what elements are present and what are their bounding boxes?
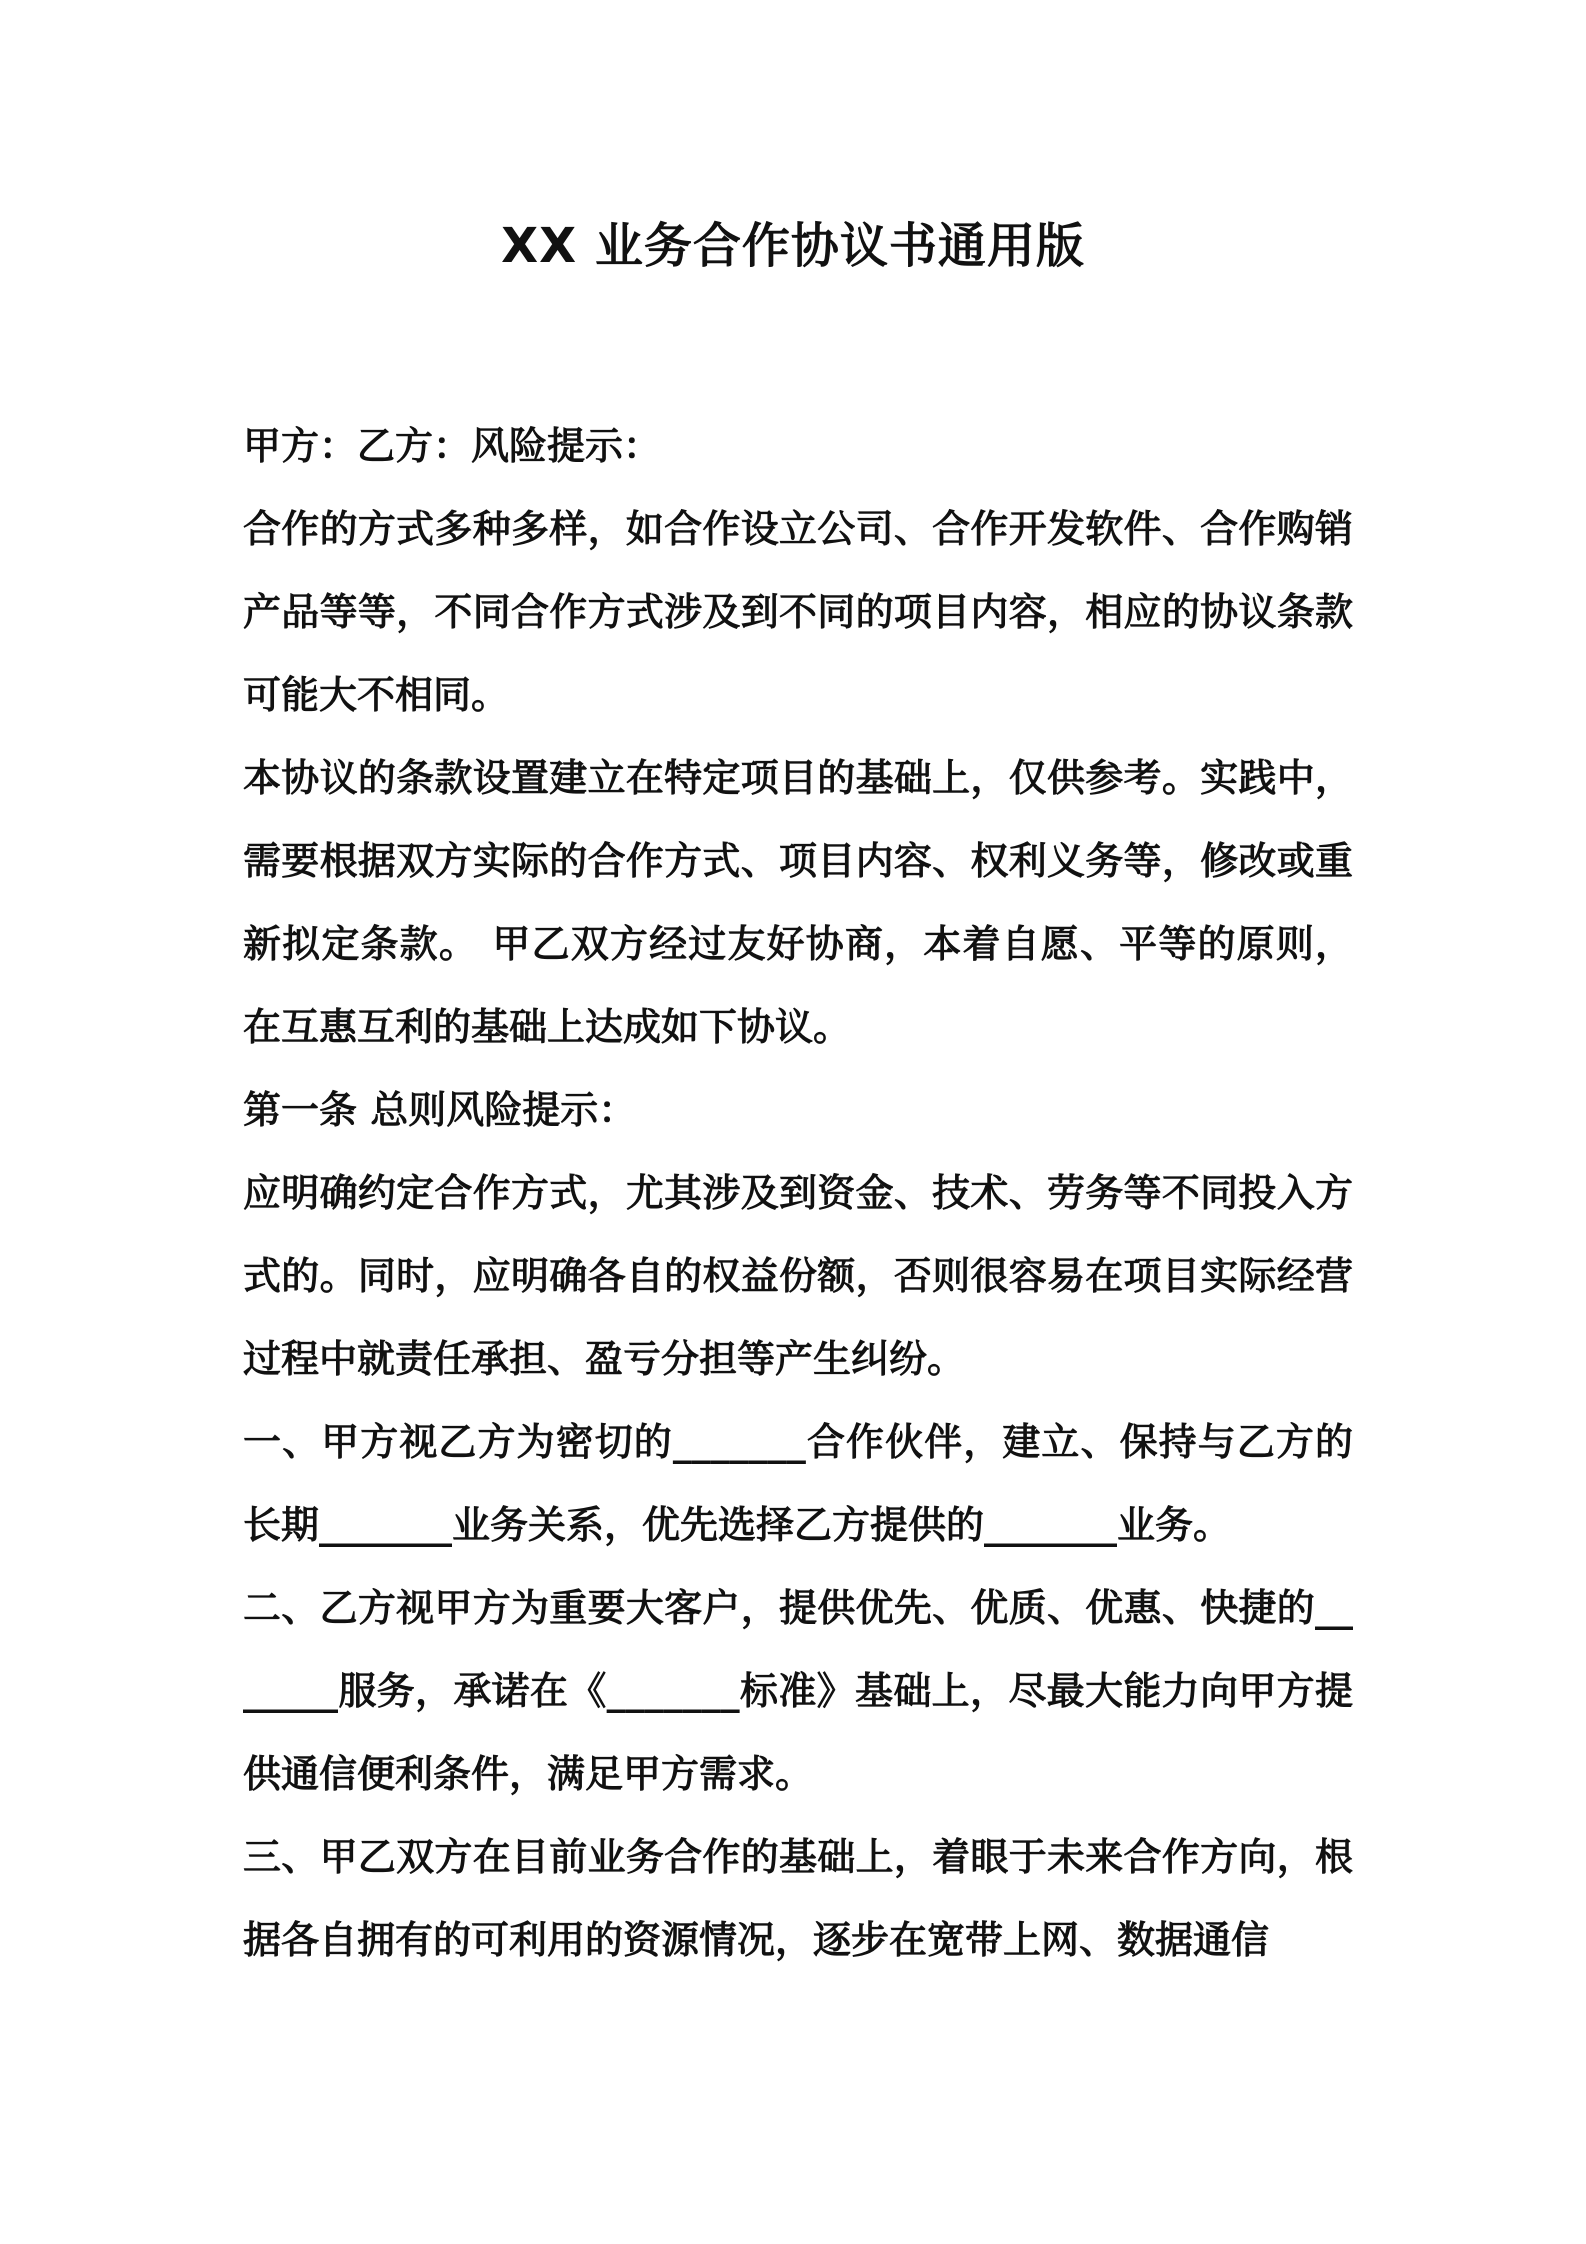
paragraph-clause-three: 三、甲乙双方在目前业务合作的基础上，着眼于未来合作方向，根据各自拥有的可利用的资源情况，逐步在宽带上网、数据通信 (243, 1835, 1353, 1962)
paragraph-clause-one: 一、甲方视乙方为密切的_______合作伙伴，建立、保持与乙方的长期_______业务关系，优先选择乙方提供的_______业务。 (243, 1420, 1353, 1547)
document-title: XX 业务合作协议书通用版 (501, 218, 1085, 274)
paragraph-cooperation-methods: 合作的方式多种多样，如合作设立公司、合作开发软件、合作购销产品等等，不同合作方式涉及到不同的项目内容，相应的协议条款可能大不相同。 (243, 507, 1353, 717)
paragraph-reference-note: 本协议的条款设置建立在特定项目的基础上，仅供参考。实践中，需要根据双方实际的合作方式、项目内容、权利义务等，修改或重新拟定条款。 甲乙双方经过友好协商，本着自愿、平等的原则，在互惠互利的基础上达成如下协议。 (243, 756, 1353, 1049)
paragraph-parties: 甲方：乙方：风险提示： (243, 424, 662, 468)
document-body (243, 405, 1353, 1982)
paragraph-article-one-heading: 第一条 总则风险提示： (243, 1088, 637, 1132)
paragraph-clause-two: 二、乙方视甲方为重要大客户，提供优先、优质、优惠、快捷的_______服务，承诺在《_______标准》基础上，尽最大能力向甲方提供通信便利条件，满足甲方需求。 (243, 1586, 1353, 1796)
paragraph-article-one-risk: 应明确约定合作方式，尤其涉及到资金、技术、劳务等不同投入方式的。同时，应明确各自的权益份额，否则很容易在项目实际经营过程中就责任承担、盈亏分担等产生纠纷。 (243, 1171, 1353, 1381)
